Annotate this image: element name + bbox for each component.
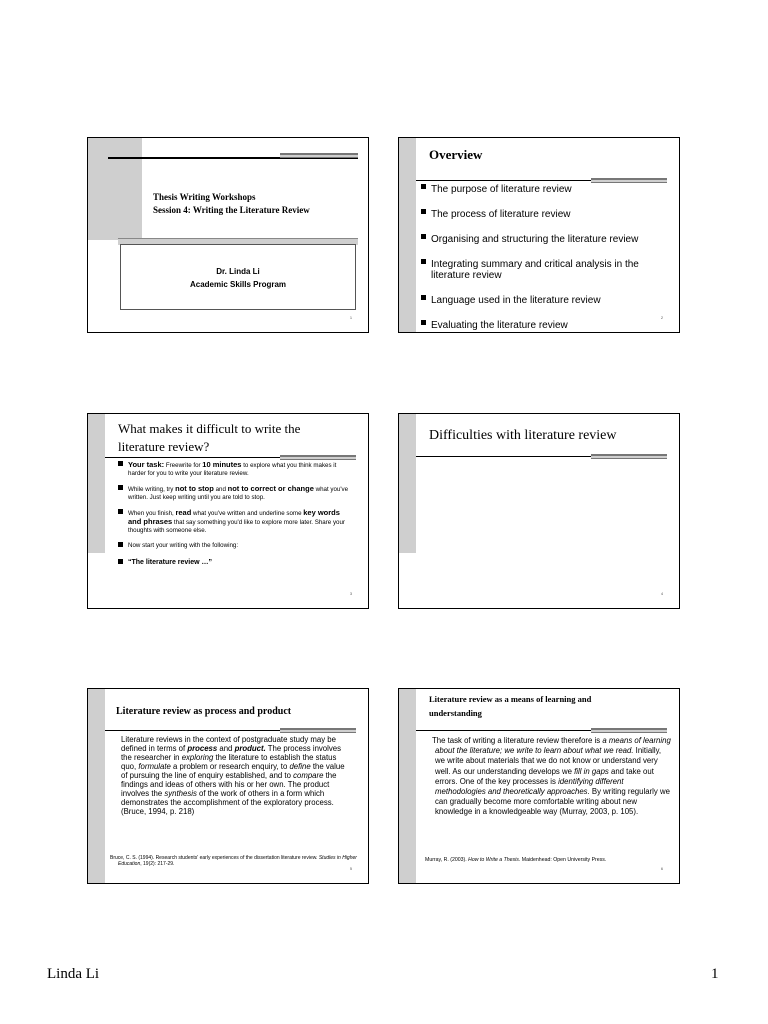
overview-list xyxy=(421,184,671,331)
slide-3 xyxy=(87,413,369,609)
accent-bar xyxy=(591,728,667,733)
slide-1-title xyxy=(153,191,310,217)
task-item: Now start your writing with the following: xyxy=(118,542,353,550)
program-name: Academic Skills Program xyxy=(189,280,287,289)
slide-6-sidebar xyxy=(399,689,416,884)
title-line-1: What makes it difficult to write the xyxy=(118,421,301,436)
slide-number: 1 xyxy=(350,316,352,320)
task-item: While writing, try not to stop and not to correct or change what you've written. Just keep writing until you are told to stop. xyxy=(118,485,353,502)
slide-4-sidebar xyxy=(399,414,416,553)
overview-item: Language used in the literature review xyxy=(421,295,671,306)
learning-paragraph: The task of writing a literature review therefore is a means of learning about the literature; we write to learn about what we read. Initially, we write about materials that we do not know or understand very well. As our understanding develops we fill in gaps and take out errors. One of the key processes is identifying different methodologies and theoretically approaches. By writing regularly we can gradually become more comfortable writing about new knowledge in a knowledgeable way (Murray, 2003, p. 105). xyxy=(432,736,671,817)
overview-item: Evaluating the literature review xyxy=(421,320,671,331)
slide-2 xyxy=(398,137,680,333)
murray-reference: Murray, R. (2003). How to Write a Thesis. Maidenhead: Open University Press. xyxy=(425,857,607,863)
slide-2-title: Overview xyxy=(429,147,483,162)
footer-author: Linda Li xyxy=(47,966,100,982)
task-item: “The literature review …” xyxy=(118,559,353,567)
slide-number: 3 xyxy=(350,592,352,596)
slide-4 xyxy=(398,413,680,609)
bruce-reference: Bruce, C. S. (1994). Research students' early experiences of the dissertation literature review. Studies in Higher Education, 19(2): 217-29. xyxy=(110,855,357,867)
slide-number: 2 xyxy=(661,316,663,320)
task-item: When you finish, read what you've written and underline some key words and phrases that say something you'd like to explore more later. Share your thoughts with someone else. xyxy=(118,509,353,535)
footer-page-number: 1 xyxy=(711,966,719,982)
slide-2-sidebar xyxy=(399,138,416,333)
task-item: Your task: Freewrite for 10 minutes to explore what you think makes it harder for you to write your literature review. xyxy=(118,461,353,478)
title-line-2: understanding xyxy=(429,708,482,718)
accent-bar xyxy=(591,178,667,183)
slide-number: 4 xyxy=(661,592,663,596)
slide-5-title: Literature review as process and product xyxy=(116,706,292,717)
overview-item: The process of literature review xyxy=(421,209,671,220)
accent-bar xyxy=(280,728,356,733)
presenter-name: Dr. Linda Li xyxy=(216,267,260,276)
slide-4-title: Difficulties with literature review xyxy=(429,428,617,443)
accent-bar xyxy=(280,455,356,460)
overview-item: Organising and structuring the literature review xyxy=(421,234,671,245)
slide-6-title xyxy=(429,692,591,720)
process-product-quote: Literature reviews in the context of postgraduate study may be defined in terms of process and product. The process involves the researcher in exploring the literature to establish the status quo, formulate a problem or research enquiry, to define the value of pursuing the line of enquiry established, and to compare the findings and ideas of others with his or her own. The product involves the synthesis of the work of others in a form which demonstrates the accomplishment of the exploratory process. (Bruce, 1994, p. 218) xyxy=(121,735,345,816)
accent-bar xyxy=(591,454,667,459)
title-line-2: Session 4: Writing the Literature Review xyxy=(153,205,310,215)
overview-item: The purpose of literature review xyxy=(421,184,671,195)
slide-3-title xyxy=(118,420,300,456)
accent-bar xyxy=(280,153,358,158)
slide-6 xyxy=(398,688,680,884)
slide-3-sidebar xyxy=(88,414,105,553)
slide-number: 6 xyxy=(661,867,663,871)
slide-1 xyxy=(87,137,369,333)
slide-1-sidebar xyxy=(88,138,142,240)
title-line-1: Thesis Writing Workshops xyxy=(153,192,256,202)
slide-5-sidebar xyxy=(88,689,105,884)
slide-5 xyxy=(87,688,369,884)
slide-number: 5 xyxy=(350,867,352,871)
title-line-2: literature review? xyxy=(118,439,210,454)
title-line-1: Literature review as a means of learning and xyxy=(429,694,592,704)
presenter-box xyxy=(120,244,356,310)
overview-item: Integrating summary and critical analysis in the literature review xyxy=(421,259,671,281)
task-list xyxy=(118,461,353,567)
